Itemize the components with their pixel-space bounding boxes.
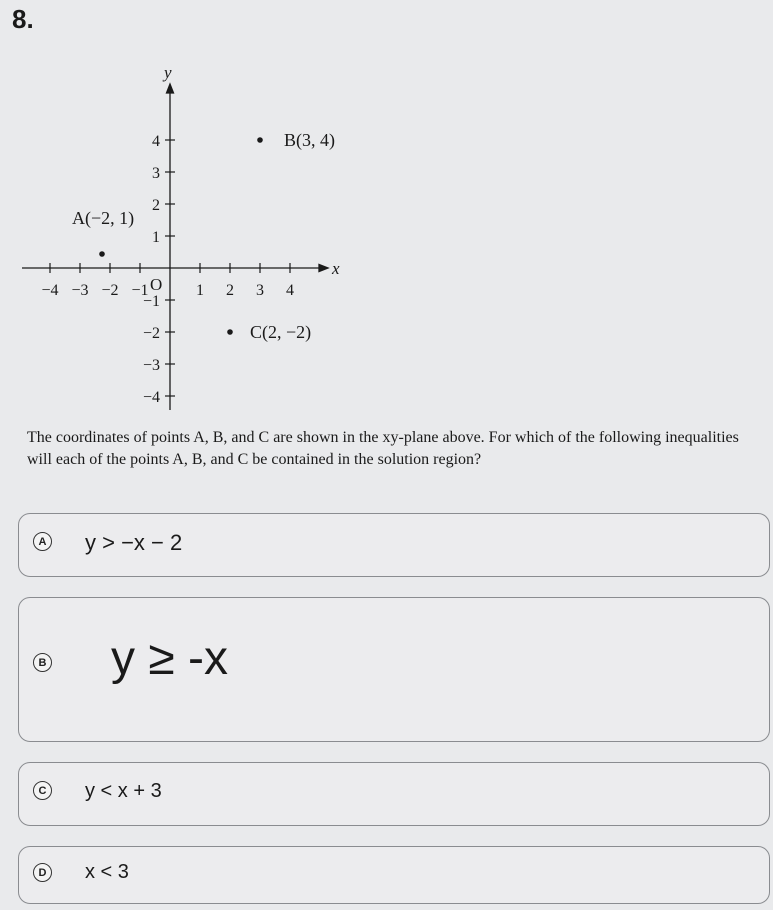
x-tick-label: −1: [131, 282, 149, 299]
x-axis-arrow: [319, 265, 328, 272]
coordinate-plane: [0, 0, 773, 430]
choice-d-text: x < 3: [85, 861, 129, 883]
choice-c[interactable]: [18, 762, 770, 826]
y-tick-label: −4: [142, 389, 160, 406]
y-tick-label: 4: [152, 133, 160, 150]
y-tick-label: 1: [152, 229, 160, 246]
choice-b-badge: B: [33, 653, 52, 672]
x-tick-label: 3: [256, 282, 264, 299]
y-axis-arrow: [167, 84, 174, 93]
choice-a-badge: A: [33, 532, 52, 551]
x-tick-label: −4: [41, 282, 59, 299]
y-tick-label: −3: [142, 357, 160, 374]
y-tick-label: 3: [152, 165, 160, 182]
y-tick-label: −1: [142, 293, 160, 310]
point-b-label: B(3, 4): [284, 130, 335, 150]
y-tick-label: −2: [142, 325, 160, 342]
choice-a[interactable]: [18, 513, 770, 577]
x-tick-label: 4: [286, 282, 294, 299]
choice-b-text: y ≥ -x: [111, 632, 228, 685]
point-a-dot: [99, 251, 105, 257]
x-axis-label: x: [332, 259, 340, 278]
point-b-dot: [257, 137, 263, 143]
origin-label: O: [150, 275, 163, 294]
x-tick-label: −2: [101, 282, 119, 299]
y-axis-label: y: [164, 63, 172, 82]
point-a-label: A(−2, 1): [72, 208, 135, 228]
choice-c-badge: C: [33, 781, 52, 800]
x-tick-label: 1: [196, 282, 204, 299]
choice-a-text: y > −x − 2: [85, 530, 183, 555]
choice-b[interactable]: [18, 597, 770, 742]
x-tick-label: −3: [71, 282, 89, 299]
point-c-dot: [227, 329, 233, 335]
x-tick-label: 2: [226, 282, 234, 299]
question-stem: The coordinates of points A, B, and C are shown in the xy-plane above. For which of the following inequalities will each of the points A, B, and C be contained in the solution region?: [27, 429, 739, 468]
point-c-label: C(2, −2): [250, 322, 312, 342]
choice-d[interactable]: [18, 846, 770, 904]
choice-d-badge: D: [33, 863, 52, 882]
choice-c-text: y < x + 3: [85, 780, 162, 802]
question-number: 8.: [12, 4, 34, 34]
y-tick-label: 2: [152, 197, 160, 214]
